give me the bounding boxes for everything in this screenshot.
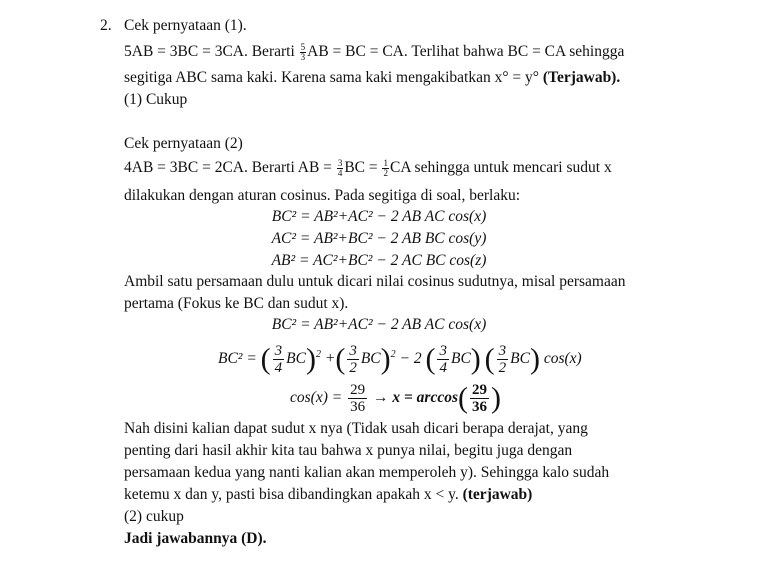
s2-text-1: Nah disini kalian dapat sudut x nya (Tidak usah dicari berapa derajat, yang: [124, 420, 588, 437]
eq5-close-paren: ): [470, 342, 481, 376]
equation-4: BC² = AB²+AC² − 2 AB AC cos(x): [271, 316, 487, 333]
eq5-frac-c: [437, 343, 449, 376]
eq5-plus: +: [324, 350, 336, 367]
s2-line1: [124, 158, 612, 178]
eq5-frac-d: [497, 343, 509, 376]
s1-terjawab: (Terjawab).: [542, 69, 621, 86]
equation-6: [290, 378, 501, 418]
eq6-fraction: [348, 382, 367, 415]
eq5-frac-d-den: 2: [498, 359, 507, 376]
equation-3: AB² = AC²+BC² − 2 AC BC cos(z): [271, 252, 487, 269]
s2-line1-b: BC =: [344, 159, 378, 176]
equation-5: [218, 336, 582, 382]
s2-line1-c: CA sehingga untuk mencari sudut x: [389, 159, 612, 176]
s1-frac-den: 3: [300, 51, 306, 62]
eq5-open-paren: (: [335, 342, 346, 376]
eq6-mid: → x = arccos: [372, 389, 458, 406]
s2-paragraph-2: pertama (Fokus ke BC dan sudut x).: [124, 295, 349, 312]
eq5-sq-b: 2: [390, 349, 396, 360]
s2-result: (2) cukup: [124, 508, 184, 525]
eq5-open-paren: (: [425, 342, 436, 376]
s1-line1-a: 5AB = 3BC = 3CA. Berarti: [124, 43, 295, 60]
s1-fraction: [300, 43, 307, 62]
eq5-sq-a: 2: [315, 349, 321, 360]
s2-f1-num: 3: [337, 157, 343, 168]
equation-2: AC² = AB²+BC² − 2 AB BC cos(y): [271, 230, 487, 247]
eq5-frac-c-num: 3: [439, 342, 447, 359]
s2-fraction-2: [382, 159, 389, 178]
eq5-frac-b-num: 3: [349, 342, 357, 359]
s2-fraction-1: [337, 159, 344, 178]
eq6-paren-fraction: [470, 382, 489, 415]
s1-line2-a: segitiga ABC sama kaki. Karena sama kaki mengakibatkan x° = y°: [124, 69, 539, 86]
s2-text-3: persamaan kedua yang nanti kalian akan memperoleh y). Sehingga kalo sudah: [124, 464, 610, 481]
s1-line1: [124, 42, 624, 62]
s2-line1-a: 4AB = 3BC = 2CA. Berarti AB =: [124, 159, 332, 176]
equation-1: BC² = AB²+AC² − 2 AB AC cos(x): [271, 208, 487, 225]
eq5-frac-a-den: 4: [274, 359, 283, 376]
eq5-open-paren: (: [484, 342, 495, 376]
eq6-pden: 36: [471, 398, 487, 415]
eq5-minus: − 2: [399, 350, 422, 367]
s1-heading: Cek pernyataan (1).: [124, 17, 247, 34]
eq6-lhs: cos(x) =: [290, 389, 343, 406]
eq5-open-paren: (: [260, 342, 271, 376]
eq5-bc-a: BC: [286, 350, 306, 367]
s2-line2: dilakukan dengan aturan cosinus. Pada segitiga di soal, berlaku:: [124, 187, 521, 204]
eq6-num: 29: [350, 381, 366, 398]
final-answer: [124, 529, 267, 549]
eq5-frac-b: [347, 343, 359, 376]
s2-terjawab: (terjawab): [462, 486, 533, 503]
eq6-open-paren: (: [457, 381, 468, 415]
eq5-bc-c: BC: [450, 350, 471, 367]
eq6-pnum: 29: [471, 381, 487, 398]
s2-f1-den: 4: [337, 167, 343, 178]
eq5-frac-a-num: 3: [274, 342, 283, 359]
eq5-frac-d-num: 3: [498, 342, 507, 359]
s1-line2: [124, 68, 620, 88]
eq5-close-paren: ): [380, 342, 391, 376]
s1-line1-b: AB = BC = CA. Terlihat bahwa BC = CA sehingga: [307, 43, 625, 60]
s2-heading: Cek pernyataan (2): [124, 135, 243, 152]
s2-f2-num: 1: [383, 157, 388, 168]
eq5-lhs: BC² =: [218, 350, 257, 367]
s2-text-4: [124, 485, 532, 505]
eq5-frac-b-den: 2: [349, 359, 357, 376]
s2-text-4-a: ketemu x dan y, pasti bisa dibandingkan apakah x < y.: [124, 486, 459, 503]
s1-frac-num: 5: [300, 41, 306, 52]
s2-f2-den: 2: [383, 167, 388, 178]
eq5-close-paren: ): [529, 342, 540, 376]
eq5-frac-c-den: 4: [439, 359, 447, 376]
eq5-bc-d: BC: [510, 350, 530, 367]
final-answer-text: Jadi jawabannya (D).: [124, 530, 267, 547]
eq5-frac-a: [273, 343, 285, 376]
eq5-cos: cos(x): [543, 350, 582, 367]
s1-result: (1) Cukup: [124, 91, 188, 108]
eq5-bc-b: BC: [360, 350, 381, 367]
eq5-close-paren: ): [305, 342, 316, 376]
eq6-den: 36: [350, 398, 366, 415]
s2-text-2: penting dari hasil akhir kita tau bahwa x punya nilai, begitu juga dengan: [124, 442, 573, 459]
s2-paragraph-1: Ambil satu persamaan dulu untuk dicari nilai cosinus sudutnya, misal persamaan: [124, 273, 626, 290]
item-number: 2.: [100, 17, 112, 34]
eq6-close-paren: ): [490, 381, 501, 415]
